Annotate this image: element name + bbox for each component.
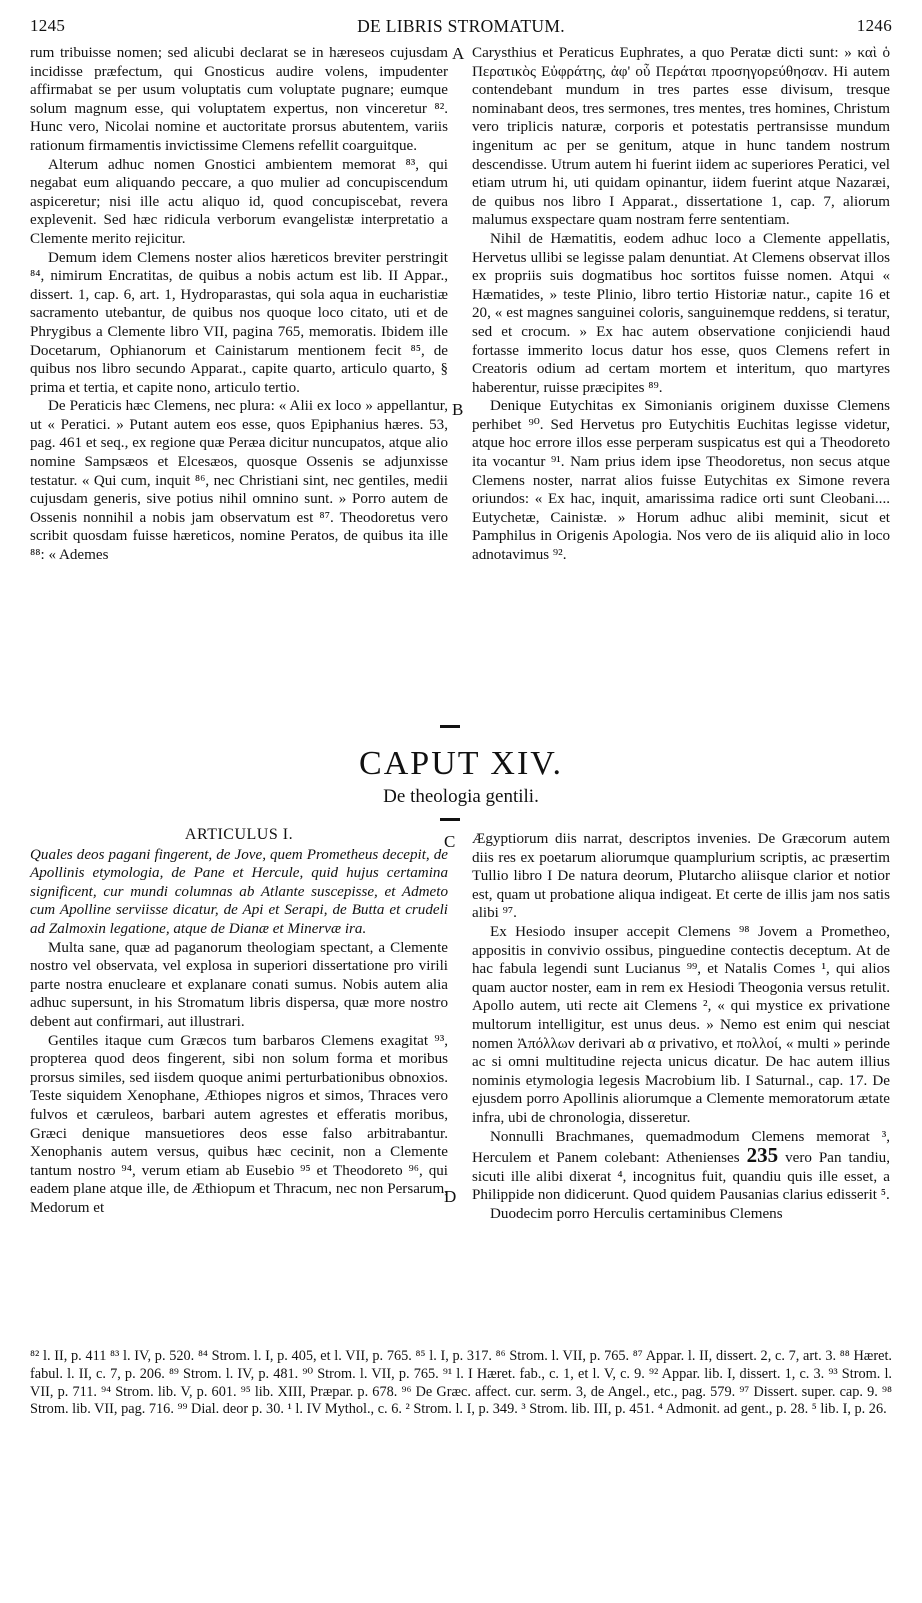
margin-marker-d: D bbox=[444, 1187, 457, 1206]
paragraph: Duodecim porro Herculis certaminibus Clemens bbox=[490, 1205, 783, 1222]
margin-marker-a: A bbox=[452, 44, 465, 63]
chapter-subtitle: De theologia gentili. bbox=[383, 786, 539, 807]
article-summary bbox=[30, 846, 448, 939]
paragraph: Ex Hesiodo insuper accepit Clemens ⁹⁸ Jovem a Prometheo, appositis in convivio ossibus, pinguedine contectis deceptum. At de hac fabula legendi sunt Lucianus ⁹⁹, et Natalis Comes ¹, qui alios quam auctor noster, eam in rem ex Hesiodi Theogonia versus retulit. Apollo autem, uti recte ait Clemens ², « qui mystice ex privatione multorum intelligitur, est unus deus. » Nemo est enim qui nesciat nomen Ἀπόλλων derivari ab α privativo, et πολλοί, « multi » perinde ac si omni multitudine rejecta unicus dicatur. De hac autem illius nominis etymologia legesis Macrobium lib. I Saturnal., cap. 17. De ejusdem porro Apollinis aliorumque a Clemente memoratorum ætate infra, ubi de chronologia, disseretur. bbox=[472, 923, 890, 1126]
top-right-column bbox=[472, 44, 890, 565]
paragraph: Demum idem Clemens noster alios hæreticos breviter perstringit ⁸⁴, nimirum Encratitas, de quibus a nobis actum est lib. II Appar., dissert. 1, cap. 6, art. 1, Hydroparastas, qui sola aqua in eucharistiæ sacramento utebantur, de quibus nos quoque loco citato, uti et de Phrygibus a Clemente libro VII, pagina 765, memoratis. Ibidem ille Docetarum, Ophianorum et Cainistarum mentionem fecit ⁸⁵, de quibus nos libro secundo Apparat., capite quarto, articulo quarto, § prima et tertia, et capite nono, articulo tertio. bbox=[30, 249, 448, 396]
running-title: DE LIBRIS STROMATUM. bbox=[357, 16, 565, 36]
footnote-text: ⁸² l. II, p. 411 ⁸³ l. IV, p. 520. ⁸⁴ Strom. l. I, p. 405, et l. VII, p. 765. ⁸⁵ l. I, p. 317. ⁸⁶ Strom. l. VII, p. 765. ⁸⁷ Appar. l. II, dissert. 2, c. 7, art. 3. ⁸⁸ Hæret. fabul. l. II, c. 7, p. 206. ⁸⁹ Strom. l. IV, p. 481. ⁹⁰ Strom. l. VII, p. 765. ⁹¹ l. I Hæret. fab., c. 1, et l. V, c. 9. ⁹² Appar. lib. I, dissert. 1, c. 3. ⁹³ Strom. l. VII, p. 711. ⁹⁴ Strom. lib. V, p. 601. ⁹⁵ lib. XIII, Præpar. p. 678. ⁹⁶ De Græc. affect. cur. serm. 3, de Angel., etc., pag. 579. ⁹⁷ Dissert. super. cap. 9. ⁹⁸ Strom. lib. VII, pag. 716. ⁹⁹ Dial. deor p. 30. ¹ l. IV Mythol., c. 6. ² Strom. l. I, p. 349. ³ Strom. lib. III, p. 451. ⁴ Admonit. ad gent., p. 28. ⁵ lib. I, p. 26. bbox=[30, 1348, 892, 1418]
separator-rule bbox=[440, 818, 460, 821]
article-title: ARTICULUS I. bbox=[184, 826, 294, 843]
paragraph: Ægyptiorum diis narrat, descriptos invenies. De Græcorum autem diis res ex poetarum aliorumque quamplurium scriptis, ac præsertim Tullio libro I De natura deorum, Plutarcho aliisque clarior et notior est, quam ut probatione aliqua indigeat. Et certe de illis jam nos satis alibi ⁹⁷. bbox=[472, 831, 890, 922]
summary-text: Quales deos pagani fingerent, de Jove, quem Prometheus decepit, de Apollinis etymologia, de Pane et Hercule, quid hujus certamina significent, cur mundi columnas ab Atlante suscepisse, et Admeto cum Apolline serviisse dicatur, de Api et Serapi, de Butta et crudeli ad Zalmoxin legatione, atque de Dianæ et Minervæ ira. bbox=[30, 846, 448, 937]
paragraph-text: Nonnulli Brachmanes, quemadmodum Clemens memorat ³, Herculem et Panem colebant: Athenienses bbox=[472, 1128, 890, 1167]
paragraph: Denique Eutychitas ex Simonianis originem duxisse Clemens perhibet ⁹⁰. Sed Hervetus pro Eutychitis Euchitas legisse videtur, atque hoc errore illos esse perperam suspicatus est qui a Theodoreto ita vocantur ⁹¹. Nam prius idem ipse Theodoretus, non secus atque Clemens noster, narrat alios fuisse Eutychitas ex Simone revera oriundos: « Ex hac, inquit, amarissima radice orti sunt Cleobani.... Eutychetæ, Cainistæ. » Horum adhuc alibi meminit, sicut et Pamphilus in Origenis Apologia. Nos vero de iis aliquid alio in loco adnotavimus ⁹². bbox=[472, 398, 890, 564]
bottom-left-column bbox=[30, 826, 448, 1217]
separator-rule bbox=[440, 725, 460, 728]
paragraph-text: vero Pan tandiu, sicuti ille alibi dixerat ⁴, incognitus fuit, quandiu quis ille esset, a Philippide non didicerunt. Quod quidem Pausanias clarius edisserit ⁵. bbox=[472, 1150, 890, 1204]
top-left-column bbox=[30, 44, 448, 565]
paragraph: rum tribuisse nomen; sed alicubi declarat se in hæreseos cujusdam incidisse præfectum, qui Gnosticus audire volens, impudenter affirmabat se per usum voluptatis cum voluptate pugnare; eumque solum magnum esse, qui voluptatem expertus, non vinceretur ⁸². Hunc vero, Nicolai nomine et auctoritate prorsus abutentem, variis rationum firmamentis invictissime Clemens refellit coarguitque. bbox=[30, 45, 448, 154]
page-number-left: 1245 bbox=[30, 16, 66, 35]
footnotes bbox=[30, 1348, 892, 1419]
paragraph: Alterum adhuc nomen Gnostici ambientem memorat ⁸³, qui negabat eum aliquando peccare, a quo mulier ad concupiscendum aspiceretur; nisi ille actu aliquo id, quod concupiscebat, revera explevenit. Sed hæc ridicula verborum evangelistæ interpretatio a Clemente merito rejicitur. bbox=[30, 156, 448, 247]
paragraph: Carysthius et Peraticus Euphrates, a quo Peratæ dicti sunt: » καὶ ὁ Περατικὸς Εὐφράτης, ἀφ' οὗ Περάται προσηγορεύθησαν. Hi autem contendebant mundum in tres partes esse divisum, tresque nominabant deos, tres sermones, tres mentes, tres homines, Christum vero triplicis naturæ, corporis et potestatis pertransisse mundum ingenitum ac per se genitum, atque in hunc tandem nostrum descendisse. Utrum autem hi fuerint iidem ac superiores Peratici, vel etiam utrum hi, uti quidam opinantur, iidem fuerint atque Nazaræi, de quibus nos libro I Apparat., dissertatione 1, cap. 7, aliorum malumus exspectare quam nostram ferre sententiam. bbox=[472, 45, 890, 229]
paragraph: Gentiles itaque cum Græcos tum barbaros Clemens exagitat ⁹³, propterea quod deos fingerent, sibi non solum forma et moribus prorsus similes, sed iisdem quoque animi perturbationibus obnoxios. Teste siquidem Xenophane, Æthiopes nigros et simos, Thraces vero fulvos et cæruleos, barbari autem agrestes et efferatis moribus, Græci denique mansuetiores deos esse falso arbitrabantur. Xenophanis autem versus, quibus hæc cecinit, non a Clemente tantum nostro ⁹⁴, verum etiam ab Eusebio ⁹⁵ et Theodoreto ⁹⁶, qui eadem plane atque ille, de Æthiopum et Thracum, nec non Persarum, Medorum et bbox=[30, 1032, 448, 1216]
chapter-title: CAPUT XIV. bbox=[359, 745, 563, 782]
page-number-right: 1246 bbox=[856, 16, 892, 35]
margin-marker-b: B bbox=[452, 400, 464, 419]
margin-marker-c: C bbox=[444, 832, 456, 851]
column-number: 235 bbox=[746, 1143, 779, 1168]
paragraph: De Peraticis hæc Clemens, nec plura: « Alii ex loco » appellantur, ut « Peratici. » Putant autem eos esse, quos Epiphanius hæres. 53, pag. 461 et seq., ex regione quæ Peræa dicitur nuncupatos, atque alio nomine Sampsæos et Elcesæos, quosque Ossenis se adjunxisse testatur. « Qui cum, inquit ⁸⁶, nec Christiani sint, nec gentiles, medii cujusdam generis, sive potius nihil omnino sunt. » Porro autem de Ossenis nonnihil a nobis jam observatum est ⁸⁷. Theodoretus vero scribit quosdam fuisse hæreticos, nomine Peratos, de quibus ita ille ⁸⁸: « Ademes bbox=[30, 398, 448, 564]
paragraph: Multa sane, quæ ad paganorum theologiam spectant, a Clemente nostro vel observata, vel explosa in superiori dissertatione pro virili parte nostra enucleare et explanare conati sumus. Nobis autem alia adhuc supersunt, in his Stromatum libris dispersa, quæ more nostro debent aut confirmari, aut illustrari. bbox=[30, 939, 448, 1030]
bottom-right-column bbox=[472, 830, 890, 1223]
paragraph bbox=[472, 1128, 890, 1205]
paragraph: Nihil de Hæmatitis, eodem adhuc loco a Clemente appellatis, Hervetus ullibi se legisse palam denuntiat. At Clemens observat illos ex propriis suis dogmatibus hoc sortitos fuisse nomen. Atqui « Hæmatides, » teste Plinio, libro tertio Historiæ natur., capite 16 et 20, « est magnes sanguinei coloris, sanguinemque reddens, si teratur, sed et crocum. » Ex hac autem observatione conjiciendi haud fortasse immerito locus datur hos esse, quos Clemens refert in Creatoris odium ad certam mortem et interitum, quo martyres haberentur, ruisse præcipites ⁸⁹. bbox=[472, 230, 890, 396]
